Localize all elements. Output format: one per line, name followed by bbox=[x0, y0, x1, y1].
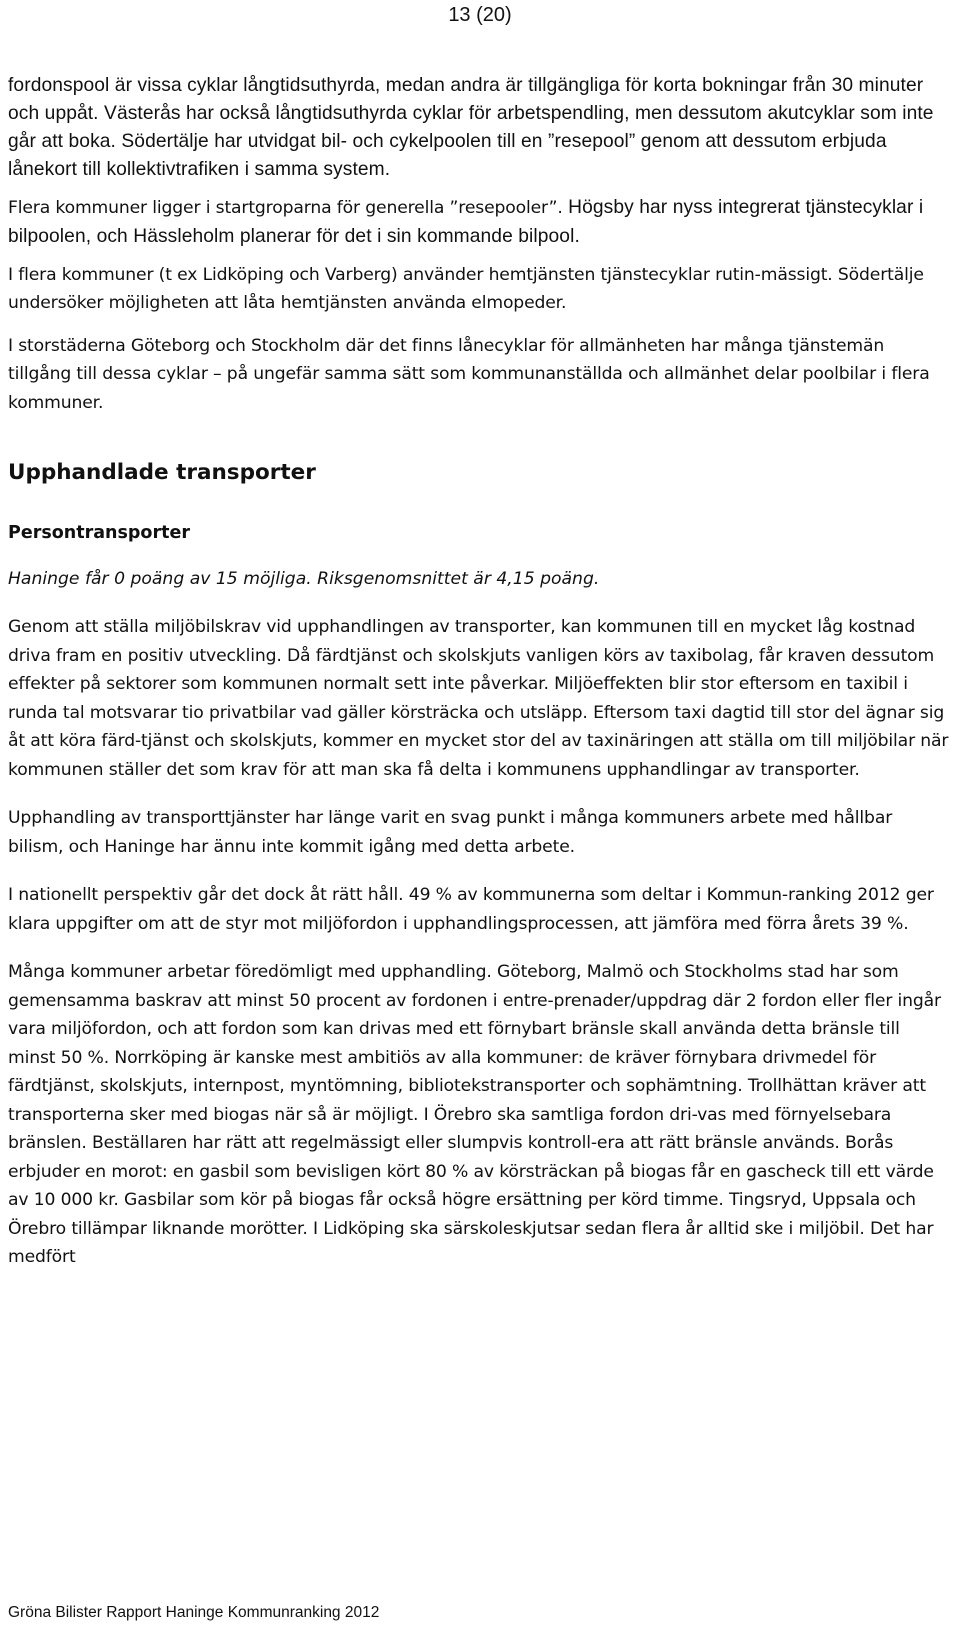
intro-paragraph-1: fordonspool är vissa cyklar långtidsuthyrda, medan andra är tillgängliga för korta bokningar från 30 minuter och uppåt. Västerås har också långtidsuthyrda cyklar för arbetspendling, men dessutom akutcyklar som inte går att boka. Södertälje har utvidgat bil- och cykelpoolen till en ”resepool” genom att dessutom erbjuda lånekort till kollektivtrafiken i samma system. bbox=[8, 75, 934, 180]
section-paragraph-2: Upphandling av transporttjänster har länge varit en svag punkt i många kommuners arbete med hållbar bilism, och Haninge har ännu inte kommit igång med detta arbete. bbox=[8, 808, 893, 857]
page-number: 13 (20) bbox=[448, 4, 512, 26]
intro-paragraph-2 bbox=[8, 194, 952, 251]
page-footer: Gröna Bilister Rapport Haninge Kommunranking 2012 bbox=[8, 1604, 380, 1621]
section-paragraph-3: I nationellt perspektiv går det dock åt rätt håll. 49 % av kommunerna som deltar i Kommun-ranking 2012 ger klara uppgifter om att de styr mot miljöfordon i upphandlingsprocessen, att jämföra med förra årets 39 %. bbox=[8, 885, 934, 934]
intro-paragraph-2-part-a: Flera kommuner ligger i startgroparna för generella ”resepooler”. bbox=[8, 198, 563, 218]
section-paragraph-1: Genom att ställa miljöbilskrav vid upphandlingen av transporter, kan kommunen till en mycket låg kostnad driva fram en positiv utveckling. Då färdtjänst och skolskjuts vanligen körs av taxibolag, får kraven dessutom effekter på sektorer som kommunen normalt sett inte påverkar. Miljöeffekten blir stor eftersom en taxibil i runda tal motsvarar tio privatbilar vad gäller körsträcka och utsläpp. Eftersom taxi dagtid till stor del ägnar sig åt att köra färd-tjänst och skolskjuts, kommer en mycket stor del av taxinäringen att ställa om till miljöbilar när kommunen ställer det som krav för att man ska få delta i kommunens upphandlingar av transporter. bbox=[8, 617, 949, 780]
intro-paragraph-2-part-b: Högsby har nyss integrerat tjänstecyklar i bilpoolen, och Hässleholm planerar för det i sin kommande bilpool. bbox=[8, 197, 924, 247]
intro-paragraph-3-part-a: I flera kommuner (t ex Lidköping och Varberg) använder hemtjänsten tjänstecyklar rutin-mässigt. bbox=[8, 264, 833, 285]
intro-paragraph-3-part-b: Södertälje undersöker möjligheten att låta hemtjänsten använda elmopeder. bbox=[8, 264, 924, 313]
intro-paragraph-3 bbox=[8, 261, 952, 318]
section-heading: Upphandlade transporter bbox=[8, 460, 316, 485]
score-line: Haninge får 0 poäng av 15 möjliga. Riksgenomsnittet är 4,15 poäng. bbox=[8, 569, 600, 589]
intro-paragraph-4: I storstäderna Göteborg och Stockholm där det finns lånecyklar för allmänheten har många tjänstemän tillgång till dessa cyklar – på ungefär samma sätt som kommunanställda och allmänhet delar poolbilar i flera kommuner. bbox=[8, 335, 930, 413]
section-paragraph-4: Många kommuner arbetar föredömligt med upphandling. Göteborg, Malmö och Stockholms stad har som gemensamma baskrav att minst 50 procent av fordonen i entre-prenader/uppdrag där 2 fordon eller fler ingår vara miljöfordon, och att fordon som kan drivas med ett förnybart bränsle skall använda detta bränsle till minst 50 %. Norrköping är kanske mest ambitiös av alla kommuner: de kräver förnybara drivmedel för färdtjänst, skolskjuts, internpost, myntömning, bibliotekstransporter och sophämtning. Trollhättan kräver att transporterna sker med biogas när så är möjligt. I Örebro ska samtliga fordon dri-vas med förnyelsebara bränslen. Beställaren har rätt att regelmässigt eller slumpvis kontroll-era att rätt bränsle används. Borås erbjuder en morot: en gasbil som bevisligen kört 80 % av körsträckan på biogas får en gascheck till ett värde av 10 000 kr. Gasbilar som kör på biogas får också högre ersättning per körd timme. Tingsryd, Uppsala och Örebro tillämpar liknande morötter. I Lidköping ska särskoleskjutsar sedan flera år alltid ske i miljöbil. Det har medfört bbox=[8, 962, 941, 1267]
section-subheading: Persontransporter bbox=[8, 523, 190, 543]
page-content bbox=[8, 72, 952, 1272]
